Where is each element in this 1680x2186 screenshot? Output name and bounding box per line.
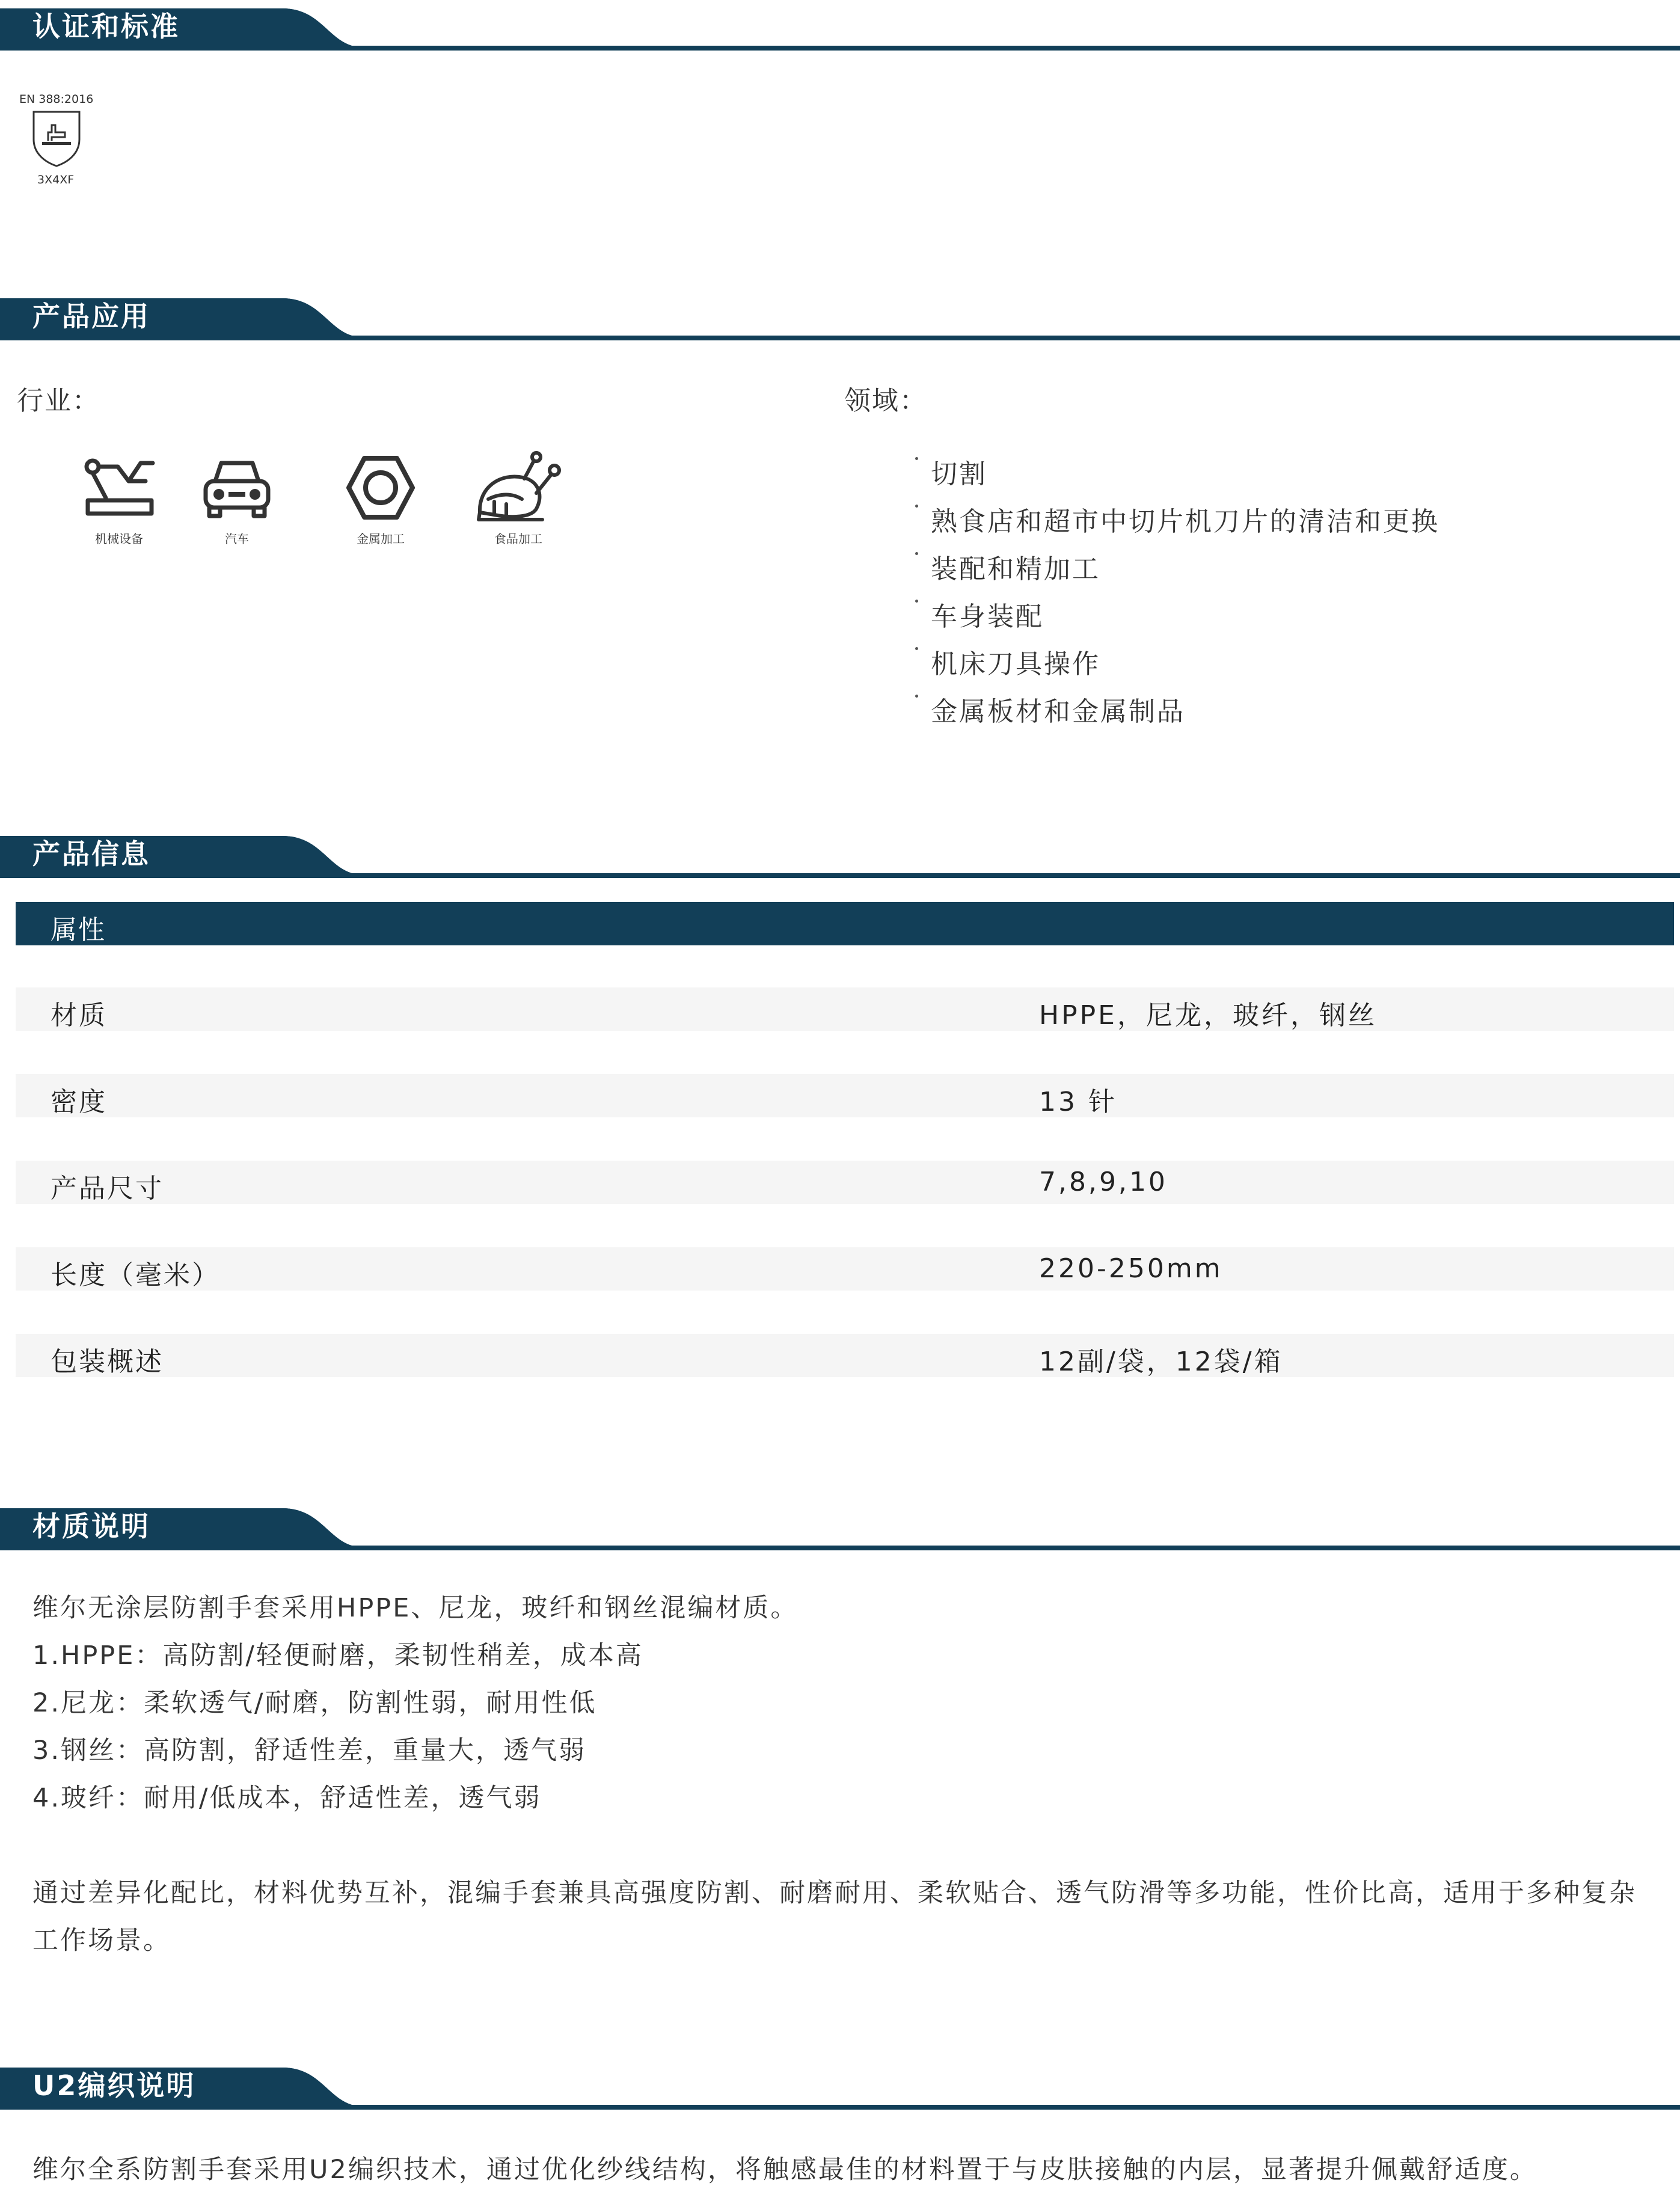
prop-name: 包装概述	[51, 1346, 164, 1377]
section-header-info	[0, 831, 1680, 882]
prop-value: 12副/袋，12袋/箱	[1039, 1346, 1283, 1377]
bullet-dot	[915, 505, 918, 508]
section-header-u2	[0, 2063, 1680, 2113]
table-row	[16, 1074, 1674, 1117]
roast-chicken-icon	[476, 451, 563, 523]
section-header-application	[0, 293, 1680, 344]
prop-value: 7,8,9,10	[1039, 1167, 1168, 1197]
section-title-info: 产品信息	[32, 838, 150, 870]
cert-grade: 3X4XF	[37, 173, 75, 186]
domain-item: 金属板材和金属制品	[931, 696, 1185, 727]
bullet-dot	[915, 647, 918, 650]
u2-description: 维尔全系防割手套采用U2编织技术，通过优化纱线结构，将触感最佳的材料置于与皮肤接触的内层，显著提升佩戴舒适度。	[32, 2155, 1537, 2185]
domain-item: 机床刀具操作	[931, 649, 1100, 680]
domain-item: 装配和精加工	[931, 554, 1100, 585]
attributes-header-label: 属性	[51, 915, 106, 945]
section-title-u2: U2编织说明	[32, 2069, 196, 2102]
bullet-dot	[915, 552, 918, 555]
hex-nut-icon	[346, 455, 415, 521]
attributes-header-bar	[16, 902, 1674, 945]
industry-label-machinery: 机械设备	[95, 532, 143, 546]
prop-name: 产品尺寸	[51, 1173, 164, 1204]
material-line: 4.玻纤：耐用/低成本，舒适性差，透气弱	[32, 1783, 542, 1813]
prop-value: 13 针	[1039, 1087, 1117, 1117]
material-line: 3.钢丝：高防割，舒适性差，重量大，透气弱	[32, 1736, 587, 1766]
section-header-material	[0, 1503, 1680, 1554]
industry-label-food: 食品加工	[494, 532, 542, 546]
prop-name: 材质	[51, 1000, 107, 1031]
material-line: 2.尼龙：柔软透气/耐磨，防割性弱，耐用性低	[32, 1688, 597, 1718]
material-line: 1.HPPE：高防割/轻便耐磨，柔韧性稍差，成本高	[32, 1641, 643, 1671]
table-row	[16, 987, 1674, 1031]
table-row	[16, 1334, 1674, 1377]
table-row	[16, 1161, 1674, 1204]
cert-standard: EN 388:2016	[19, 93, 94, 106]
domain-label: 领域：	[844, 385, 927, 416]
en388-shield-icon	[30, 108, 83, 168]
prop-value: 220-250mm	[1039, 1253, 1223, 1284]
prop-name: 长度（毫米）	[51, 1260, 220, 1291]
bullet-dot	[915, 457, 918, 460]
domain-item: 车身装配	[931, 601, 1044, 632]
industry-label-metal: 金属加工	[357, 532, 405, 546]
industry-label: 行业：	[17, 385, 100, 416]
domain-item: 切割	[931, 459, 987, 490]
domain-item: 熟食店和超市中切片机刀片的清洁和更换	[931, 506, 1439, 537]
bullet-dot	[915, 695, 918, 698]
robot-arm-icon	[82, 455, 156, 521]
prop-value: HPPE，尼龙，玻纤，钢丝	[1039, 1000, 1377, 1031]
table-row	[16, 1247, 1674, 1291]
material-line: 维尔无涂层防割手套采用HPPE、尼龙，玻纤和钢丝混编材质。	[32, 1593, 799, 1623]
section-title-material: 材质说明	[32, 1510, 150, 1543]
car-icon	[202, 457, 272, 520]
section-title-application: 产品应用	[32, 300, 150, 333]
section-header-certification	[0, 4, 1680, 54]
material-paragraph-line: 通过差异化配比，材料优势互补，混编手套兼具高强度防割、耐磨耐用、柔软贴合、透气防滑等多功能，性价比高，适用于多种复杂	[32, 1878, 1637, 1908]
industry-label-auto: 汽车	[225, 532, 249, 546]
bullet-dot	[915, 600, 918, 603]
section-title-certification: 认证和标准	[32, 10, 180, 43]
material-paragraph-line: 工作场景。	[32, 1926, 171, 1956]
prop-name: 密度	[51, 1087, 107, 1117]
